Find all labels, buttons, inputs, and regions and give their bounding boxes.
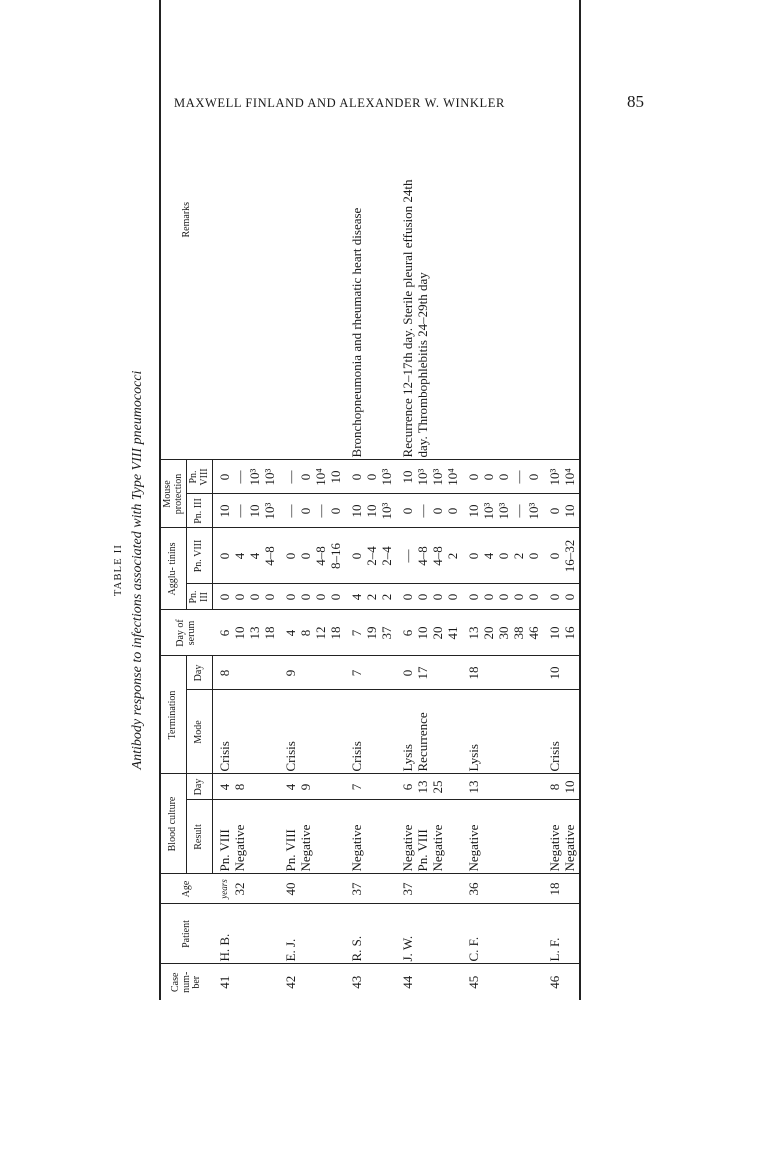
cell-blood-culture-day — [543, 774, 580, 800]
cell-termination-mode — [396, 690, 462, 774]
cell-agglutinins-pn8 — [396, 528, 462, 584]
mouse-protection-pn3-value: — 0 — 0 — [283, 504, 343, 518]
cell-termination-mode — [345, 690, 396, 774]
header-remarks: Remarks — [160, 0, 213, 460]
header-term-mode: Mode — [187, 690, 213, 774]
cell-mouse-protection-pn3 — [462, 494, 543, 528]
mouse-protection-pn3-value: 10 10 10³ — [349, 502, 394, 520]
header-agg-pn3: Pn. III — [187, 584, 213, 610]
cell-agglutinins-pn8 — [462, 528, 543, 584]
cell-serum-day — [462, 610, 543, 656]
blood-culture-day-value: 8 10 — [547, 780, 577, 794]
blood-culture-result-value: Pn. VIII Negative — [217, 824, 247, 872]
agglutinins-pn8-value: 0 4 0 2 0 — [466, 552, 541, 560]
cell-termination-mode — [543, 690, 580, 774]
cell-mouse-protection-pn8 — [279, 460, 345, 494]
termination-day-value: 10 — [547, 666, 562, 680]
cell-case-number — [396, 964, 462, 1000]
cell-agglutinins-pn3 — [279, 584, 345, 610]
age-unit-label: years — [218, 879, 229, 899]
patient-value: L. F. — [547, 937, 562, 962]
cell-patient — [279, 904, 345, 964]
cell-termination-mode — [213, 690, 280, 774]
cell-termination-day — [396, 656, 462, 690]
rotated-table-block — [113, 0, 673, 1000]
age-value: 37 — [400, 882, 415, 896]
header-age: Age — [160, 874, 213, 904]
agglutinins-pn3-value: 4 2 2 — [349, 593, 394, 601]
mouse-protection-pn8-value: — 0 10⁴ 10 — [283, 468, 343, 486]
blood-culture-result-value: Negative Negative — [547, 824, 577, 872]
cell-blood-culture-day — [279, 774, 345, 800]
table-title: Antibody response to infections associated with Type VIII pneumococci — [130, 370, 145, 770]
cell-mouse-protection-pn3 — [279, 494, 345, 528]
header-bc-result: Result — [187, 800, 213, 874]
cell-case-number — [462, 964, 543, 1000]
table-row — [462, 0, 543, 1000]
agglutinins-pn8-value: 0 0 4–8 8–16 — [283, 542, 343, 569]
age-value: 18 — [547, 882, 562, 896]
cell-mouse-protection-pn8 — [543, 460, 580, 494]
header-day-of-serum: Day of serum — [160, 610, 213, 656]
age-value: 37 — [349, 882, 364, 896]
case-number-value: 41 — [216, 975, 232, 989]
case-number-value: 46 — [547, 975, 562, 989]
agglutinins-pn3-value: 0 0 0 0 — [217, 593, 277, 601]
blood-culture-result-value: Pn. VIII Negative — [283, 824, 313, 872]
blood-culture-result-value: Negative — [466, 824, 481, 872]
termination-mode-value: Lysis — [466, 744, 481, 772]
table-row — [543, 0, 580, 1000]
agglutinins-pn8-value: 0 2–4 2–4 — [349, 546, 394, 566]
cell-patient — [213, 904, 280, 964]
agglutinins-pn8-value: — 4–8 4–8 2 — [400, 546, 460, 566]
agglutinins-pn3-value: 0 0 — [547, 593, 577, 601]
cell-remarks — [396, 0, 462, 460]
cell-patient — [543, 904, 580, 964]
cell-age — [213, 874, 280, 904]
cell-termination-day — [462, 656, 543, 690]
cell-agglutinins-pn8 — [213, 528, 280, 584]
mouse-protection-pn3-value: 10 — 10 10³ — [217, 502, 277, 520]
cell-agglutinins-pn8 — [279, 528, 345, 584]
termination-mode-value: Lysis Recurrence — [400, 712, 430, 772]
cell-patient — [345, 904, 396, 964]
cell-age — [345, 874, 396, 904]
agglutinins-pn3-value: 0 0 0 0 0 — [466, 593, 541, 601]
cell-blood-culture-day — [213, 774, 280, 800]
table-row — [345, 0, 396, 1000]
cell-case-number — [543, 964, 580, 1000]
age-value: 36 — [466, 882, 481, 896]
serum-day-value: 6 10 13 18 — [216, 626, 277, 640]
cell-blood-culture-result — [213, 800, 280, 874]
cell-remarks — [279, 0, 345, 460]
cell-serum-day — [213, 610, 280, 656]
age-value: 40 — [283, 882, 298, 896]
cell-mouse-protection-pn8 — [396, 460, 462, 494]
patient-value: C. F. — [466, 936, 481, 962]
remarks-value: Recurrence 12–17th day. Sterile pleural effusion 24th day. Thrombophlebitis 24–29th day — [400, 179, 430, 458]
blood-culture-result-value: Negative — [349, 824, 364, 872]
blood-culture-day-value: 13 — [466, 780, 481, 794]
blood-culture-day-value: 4 9 — [283, 783, 313, 791]
cell-age — [279, 874, 345, 904]
serum-day-value: 6 10 20 41 — [400, 626, 460, 640]
case-number-value: 44 — [400, 975, 415, 989]
cell-remarks — [345, 0, 396, 460]
table-row — [279, 0, 345, 1000]
cell-blood-culture-result — [396, 800, 462, 874]
cell-termination-mode — [462, 690, 543, 774]
serum-day-value: 13 20 30 38 46 — [466, 626, 541, 640]
patient-value: J. W. — [400, 935, 415, 962]
header-patient: Patient — [160, 904, 213, 964]
termination-mode-value: Crisis — [349, 741, 364, 772]
cell-serum-day — [279, 610, 345, 656]
cell-mouse-protection-pn3 — [345, 494, 396, 528]
serum-day-value: 4 8 12 18 — [283, 626, 343, 640]
header-bc-day: Day — [187, 774, 213, 800]
antibody-table — [159, 0, 581, 1000]
cell-serum-day — [345, 610, 396, 656]
blood-culture-day-value: 6 13 25 — [400, 780, 445, 794]
table-body — [213, 0, 581, 1000]
cell-patient — [462, 904, 543, 964]
remarks-value: Bronchopneumonia and rheumatic heart disease — [349, 207, 364, 458]
termination-day-value: 9 — [283, 669, 298, 677]
age-value: 32 — [231, 882, 247, 896]
cell-termination-day — [213, 656, 280, 690]
cell-blood-culture-result — [462, 800, 543, 874]
case-number-value: 42 — [283, 975, 298, 989]
mouse-protection-pn8-value: 10³ 10⁴ — [547, 468, 577, 486]
cell-serum-day — [543, 610, 580, 656]
patient-value: H. B. — [216, 933, 232, 962]
header-agglutinins: Agglu- tinins — [160, 528, 187, 610]
cell-mouse-protection-pn8 — [213, 460, 280, 494]
header-blood-culture: Blood culture — [160, 774, 187, 874]
header-term-day: Day — [187, 656, 213, 690]
mouse-protection-pn8-value: 0 — 10³ 10³ — [217, 468, 277, 486]
cell-mouse-protection-pn3 — [213, 494, 280, 528]
termination-day-value: 7 — [349, 669, 364, 677]
cell-agglutinins-pn3 — [345, 584, 396, 610]
cell-blood-culture-day — [396, 774, 462, 800]
running-head-title: MAXWELL FINLAND AND ALEXANDER W. WINKLER — [174, 96, 505, 110]
mouse-protection-pn3-value: 10 10³ 10³ — 10³ — [466, 502, 541, 520]
agglutinins-pn3-value: 0 0 0 0 — [400, 593, 460, 601]
mouse-protection-pn8-value: 0 0 0 — 0 — [466, 470, 541, 484]
termination-mode-value: Crisis — [217, 741, 232, 772]
header-case: Case num- ber — [160, 964, 213, 1000]
header-mouse-protection: Mouse protection — [160, 460, 187, 528]
cell-case-number — [345, 964, 396, 1000]
mouse-protection-pn8-value: 0 0 10³ — [349, 468, 394, 486]
cell-agglutinins-pn3 — [462, 584, 543, 610]
case-number-value: 45 — [466, 975, 481, 989]
cell-termination-day — [345, 656, 396, 690]
header-termination: Termination — [160, 656, 187, 774]
header-agg-pn8: Pn. VIII — [187, 528, 213, 584]
termination-mode-value: Crisis — [547, 741, 562, 772]
cell-mouse-protection-pn8 — [345, 460, 396, 494]
cell-case-number — [213, 964, 280, 1000]
cell-remarks — [213, 0, 280, 460]
cell-agglutinins-pn3 — [543, 584, 580, 610]
cell-blood-culture-day — [345, 774, 396, 800]
cell-age — [543, 874, 580, 904]
cell-patient — [396, 904, 462, 964]
cell-serum-day — [396, 610, 462, 656]
termination-day-value: 8 — [217, 669, 232, 677]
blood-culture-day-value: 7 — [349, 783, 364, 791]
cell-mouse-protection-pn3 — [543, 494, 580, 528]
cell-age — [462, 874, 543, 904]
cell-termination-day — [279, 656, 345, 690]
cell-case-number — [279, 964, 345, 1000]
patient-value: R. S. — [349, 935, 364, 962]
cell-remarks — [462, 0, 543, 460]
table-label: TABLE II — [113, 543, 124, 597]
cell-agglutinins-pn3 — [396, 584, 462, 610]
cell-blood-culture-result — [543, 800, 580, 874]
agglutinins-pn3-value: 0 0 0 0 — [283, 593, 343, 601]
cell-blood-culture-result — [279, 800, 345, 874]
serum-day-value: 7 19 37 — [349, 626, 394, 640]
mouse-protection-pn8-value: 10 10³ 10³ 10⁴ — [400, 468, 460, 486]
cell-blood-culture-result — [345, 800, 396, 874]
mouse-protection-pn3-value: 0 10 — [547, 504, 577, 518]
blood-culture-day-value: 4 8 — [217, 783, 247, 791]
patient-value: E. J. — [283, 938, 298, 962]
termination-day-value: 0 17 — [400, 666, 430, 680]
cell-mouse-protection-pn3 — [396, 494, 462, 528]
cell-termination-mode — [279, 690, 345, 774]
table-caption — [113, 140, 146, 1000]
serum-day-value: 10 16 — [547, 626, 577, 640]
case-number-value: 43 — [349, 975, 364, 989]
header-mp-pn3: Pn. III — [187, 494, 213, 528]
mouse-protection-pn3-value: 0 — 0 0 — [400, 504, 460, 518]
agglutinins-pn8-value: 0 16–32 — [547, 539, 577, 573]
cell-mouse-protection-pn8 — [462, 460, 543, 494]
header-mp-pn8: Pn. VIII — [187, 460, 213, 494]
agglutinins-pn8-value: 0 4 4 4–8 — [217, 546, 277, 566]
cell-termination-day — [543, 656, 580, 690]
cell-age — [396, 874, 462, 904]
termination-mode-value: Crisis — [283, 741, 298, 772]
cell-agglutinins-pn3 — [213, 584, 280, 610]
table-row — [213, 0, 280, 1000]
blood-culture-result-value: Negative Pn. VIII Negative — [400, 824, 445, 872]
page-number: 85 — [627, 92, 644, 111]
cell-agglutinins-pn8 — [345, 528, 396, 584]
cell-blood-culture-day — [462, 774, 543, 800]
table-row — [396, 0, 462, 1000]
cell-agglutinins-pn8 — [543, 528, 580, 584]
termination-day-value: 18 — [466, 666, 481, 680]
cell-remarks — [543, 0, 580, 460]
